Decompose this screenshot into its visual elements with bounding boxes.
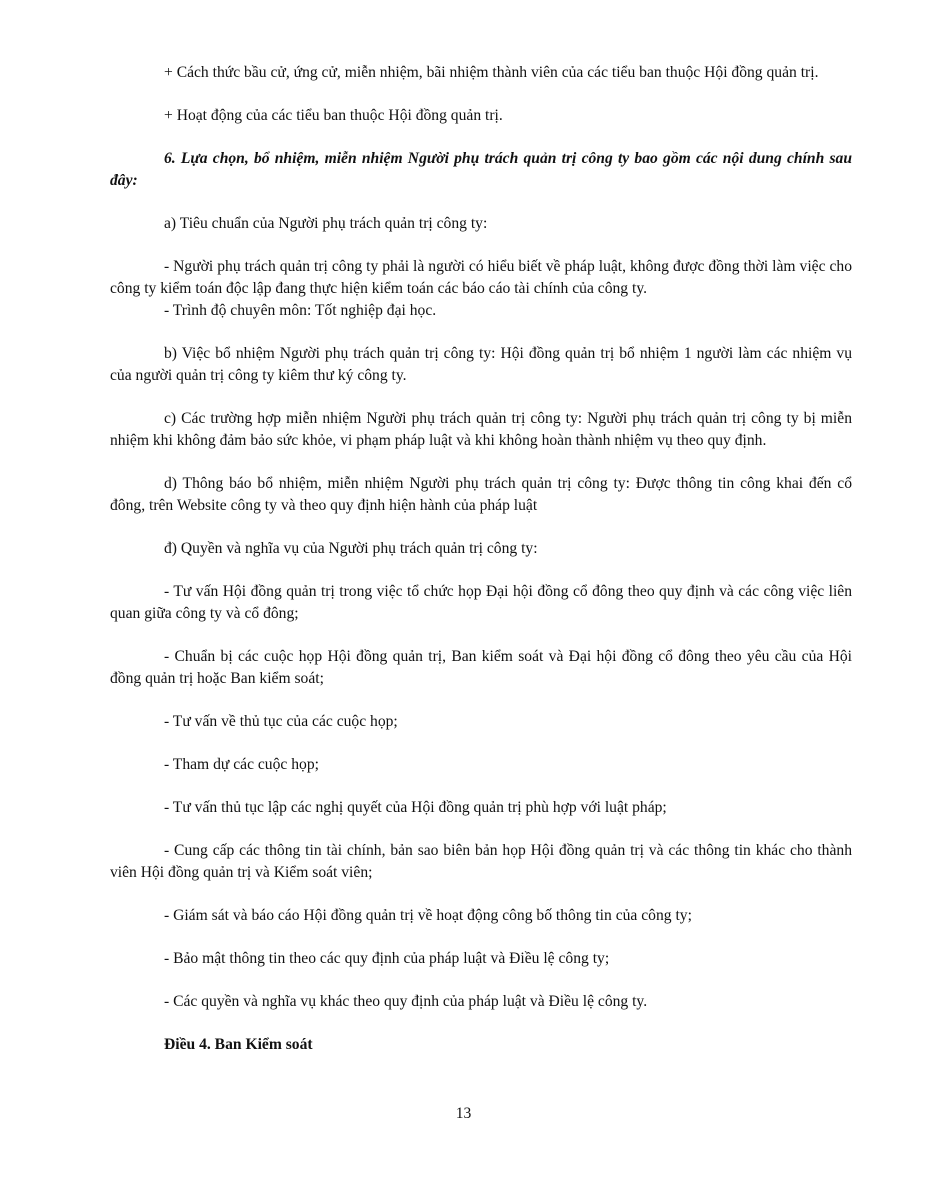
item-dd-bullet-8: - Bảo mật thông tin theo các quy định của pháp luật và Điều lệ công ty; [164, 950, 610, 967]
section-heading-6: 6. Lựa chọn, bổ nhiệm, miễn nhiệm Người phụ trách quản trị công ty bao gồm các nội dung chính sau đây: [110, 150, 852, 189]
item-a-bullet-2: - Trình độ chuyên môn: Tốt nghiệp đại học. [164, 302, 437, 319]
paragraph-subcommittee-activity: + Hoạt động của các tiểu ban thuộc Hội đồng quản trị. [164, 107, 503, 124]
item-a-standards: a) Tiêu chuẩn của Người phụ trách quản trị công ty: [164, 215, 488, 232]
item-dd-bullet-3: - Tư vấn về thủ tục của các cuộc họp; [164, 713, 398, 730]
page-number: 13 [455, 1105, 472, 1122]
item-b-appointment: b) Việc bổ nhiệm Người phụ trách quản trị công ty: Hội đồng quản trị bổ nhiệm 1 người làm các nhiệm vụ của người quản trị công ty kiêm thư ký công ty. [110, 345, 852, 384]
item-c-dismissal: c) Các trường hợp miễn nhiệm Người phụ trách quản trị công ty: Người phụ trách quản trị công ty bị miễn nhiệm khi không đảm bảo sức khỏe, vi phạm pháp luật và khi không hoàn thành nhiệm vụ theo quy định. [110, 410, 852, 449]
item-dd-bullet-5: - Tư vấn thủ tục lập các nghị quyết của Hội đồng quản trị phù hợp với luật pháp; [164, 799, 667, 816]
item-a-bullet-1: - Người phụ trách quản trị công ty phải là người có hiểu biết về pháp luật, không được đồng thời làm việc cho công ty kiểm toán độc lập đang thực hiện kiểm toán các báo cáo tài chính của công ty. [110, 258, 852, 297]
item-dd-bullet-4: - Tham dự các cuộc họp; [164, 756, 319, 773]
item-dd-rights: đ) Quyền và nghĩa vụ của Người phụ trách quản trị công ty: [164, 540, 538, 557]
item-dd-bullet-7: - Giám sát và báo cáo Hội đồng quản trị về hoạt động công bố thông tin của công ty; [164, 907, 692, 924]
item-dd-bullet-2: - Chuẩn bị các cuộc họp Hội đồng quản trị, Ban kiểm soát và Đại hội đồng cổ đông theo yêu cầu của Hội đồng quản trị hoặc Ban kiểm soát; [110, 648, 852, 687]
article-4-heading: Điều 4. Ban Kiểm soát [164, 1036, 313, 1053]
paragraph-election-method: + Cách thức bầu cử, ứng cử, miễn nhiệm, bãi nhiệm thành viên của các tiểu ban thuộc Hội đồng quản trị. [164, 64, 819, 81]
document-page [110, 62, 852, 1056]
item-d-announcement: d) Thông báo bổ nhiệm, miễn nhiệm Người phụ trách quản trị công ty: Được thông tin công khai đến cổ đông, trên Website công ty và theo quy định hiện hành của pháp luật [110, 475, 852, 514]
item-dd-bullet-9: - Các quyền và nghĩa vụ khác theo quy định của pháp luật và Điều lệ công ty. [164, 993, 648, 1010]
item-dd-bullet-1: - Tư vấn Hội đồng quản trị trong việc tổ chức họp Đại hội đồng cổ đông theo quy định và các công việc liên quan giữa công ty và cổ đông; [110, 583, 852, 622]
item-dd-bullet-6: - Cung cấp các thông tin tài chính, bản sao biên bản họp Hội đồng quản trị và các thông tin khác cho thành viên Hội đồng quản trị và Kiểm soát viên; [110, 842, 852, 881]
